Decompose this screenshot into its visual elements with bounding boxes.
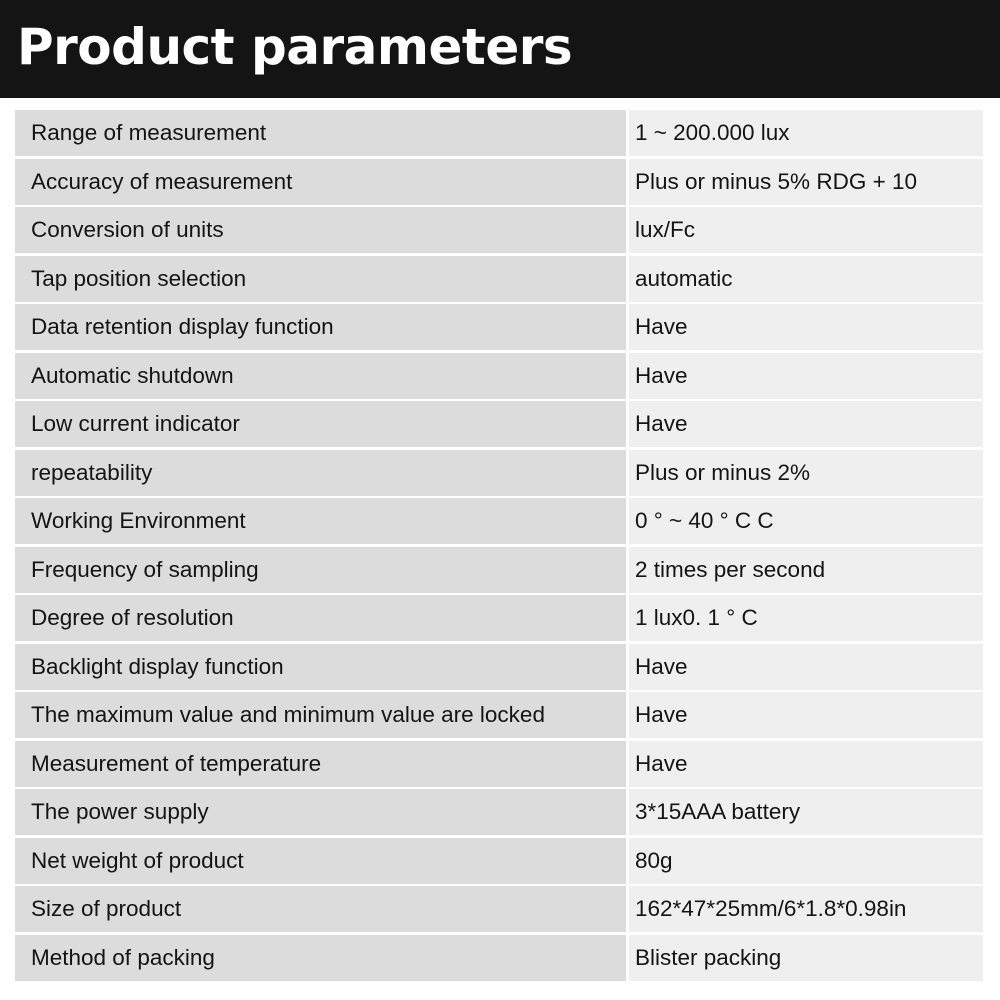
parameter-name: repeatability: [15, 450, 626, 496]
table-row: [15, 547, 983, 593]
parameter-value: Have: [629, 692, 983, 738]
parameter-name: Automatic shutdown: [15, 353, 626, 399]
parameter-name: The maximum value and minimum value are locked: [15, 692, 626, 738]
parameter-value: Have: [629, 401, 983, 447]
page-title: Product parameters: [17, 18, 573, 76]
parameter-name: Size of product: [15, 886, 626, 932]
parameter-value: automatic: [629, 256, 983, 302]
table-row: [15, 159, 983, 205]
table-row: [15, 207, 983, 253]
parameter-name: The power supply: [15, 789, 626, 835]
parameter-name: Tap position selection: [15, 256, 626, 302]
table-row: [15, 692, 983, 738]
parameter-value: Have: [629, 304, 983, 350]
parameter-value: 162*47*25mm/6*1.8*0.98in: [629, 886, 983, 932]
parameter-value: Have: [629, 644, 983, 690]
parameter-name: Range of measurement: [15, 110, 626, 156]
parameter-value: 3*15AAA battery: [629, 789, 983, 835]
parameter-value: Plus or minus 5% RDG + 10: [629, 159, 983, 205]
parameter-name: Accuracy of measurement: [15, 159, 626, 205]
parameter-value: 1 ~ 200.000 lux: [629, 110, 983, 156]
parameter-value: 2 times per second: [629, 547, 983, 593]
parameter-value: Have: [629, 741, 983, 787]
parameter-value: Blister packing: [629, 935, 983, 981]
parameter-name: Data retention display function: [15, 304, 626, 350]
table-row: [15, 353, 983, 399]
table-row: [15, 401, 983, 447]
parameter-value: 1 lux0. 1 ° C: [629, 595, 983, 641]
table-row: [15, 498, 983, 544]
parameter-name: Method of packing: [15, 935, 626, 981]
parameter-value: 80g: [629, 838, 983, 884]
parameter-name: Low current indicator: [15, 401, 626, 447]
table-row: [15, 886, 983, 932]
parameter-value: lux/Fc: [629, 207, 983, 253]
table-row: [15, 644, 983, 690]
table-row: [15, 741, 983, 787]
parameter-value: 0 ° ~ 40 ° C C: [629, 498, 983, 544]
parameter-name: Working Environment: [15, 498, 626, 544]
header-banner: [0, 0, 1000, 98]
parameter-value: Have: [629, 353, 983, 399]
parameter-name: Measurement of temperature: [15, 741, 626, 787]
table-row: [15, 935, 983, 981]
table-row: [15, 110, 983, 156]
parameter-name: Conversion of units: [15, 207, 626, 253]
table-row: [15, 838, 983, 884]
table-row: [15, 789, 983, 835]
parameter-name: Net weight of product: [15, 838, 626, 884]
parameter-name: Backlight display function: [15, 644, 626, 690]
parameters-table: [15, 110, 983, 983]
parameter-name: Degree of resolution: [15, 595, 626, 641]
table-row: [15, 450, 983, 496]
table-row: [15, 304, 983, 350]
table-row: [15, 256, 983, 302]
parameter-name: Frequency of sampling: [15, 547, 626, 593]
parameter-value: Plus or minus 2%: [629, 450, 983, 496]
table-row: [15, 595, 983, 641]
